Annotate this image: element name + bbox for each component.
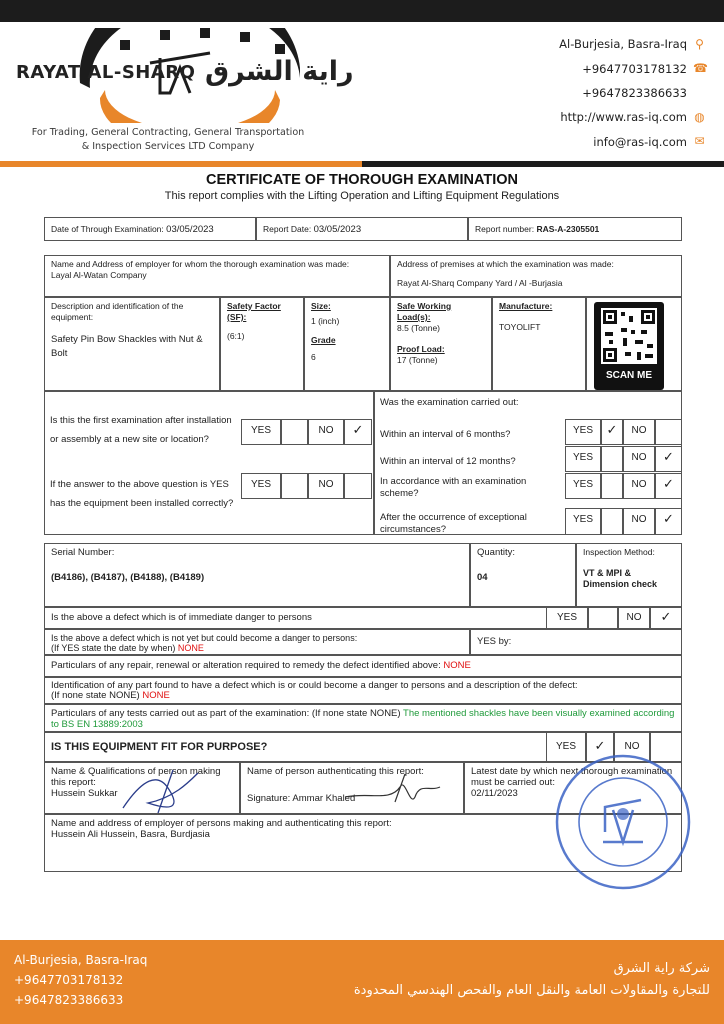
company-stamp-icon	[553, 752, 693, 892]
manufacture-value: TOYOLIFT	[499, 322, 541, 332]
i2-no-checkmark: ✓	[663, 449, 674, 464]
equipment-desc-cell	[44, 297, 220, 391]
i2-no[interactable]: NO	[623, 446, 655, 472]
part-defect-label: Identification of any part found to have a defect which is or could become a danger to persons and a description of the defect:	[51, 680, 578, 691]
report-date-value: 03/05/2023	[313, 224, 362, 235]
part-defect-hint: (If none state NONE)	[51, 690, 140, 701]
interval-12-months: Within an interval of 12 months?	[380, 456, 516, 467]
exceptional-circumstances: After the occurrence of exceptional circumstances?	[380, 512, 527, 535]
defect-future-label: Is the above a defect which is not yet but could become a danger to persons:	[51, 633, 358, 643]
exam-date-value: 03/05/2023	[166, 224, 214, 235]
repair-value: NONE	[443, 660, 471, 671]
load-cell	[390, 297, 492, 391]
report-number-label: Report number:	[475, 224, 535, 234]
installed-correctly-question: If the answer to the above question is YES has the equipment been installed correctly?	[50, 479, 234, 509]
safety-factor-cell	[220, 297, 304, 391]
i1-no-box[interactable]	[655, 419, 682, 445]
tests-label: Particulars of any tests carried out as part of the examination: (If none state NONE)	[51, 708, 401, 719]
contact-website-text[interactable]: http://www.ras-iq.com	[560, 110, 687, 125]
defect-future-cell	[44, 629, 470, 655]
premises-cell	[390, 255, 682, 297]
qr-code-icon	[601, 308, 657, 364]
company-name-ar: راية الشرق	[205, 56, 354, 87]
certificate-title: CERTIFICATE OF THOROUGH EXAMINATION	[205, 172, 518, 188]
safety-factor-value: (6:1)	[227, 331, 245, 341]
i1-yes-checkmark: ✓	[606, 422, 618, 437]
size-grade-cell	[304, 297, 390, 391]
mail-icon: ✉	[694, 134, 705, 149]
contact-phone-2-text: +9647823386633	[582, 85, 687, 100]
footer-phone-2: +9647823386633	[14, 993, 124, 1007]
header-contacts	[486, 32, 706, 154]
grade-value: 6	[311, 352, 316, 362]
exam-date-label: Date of Through Examination:	[51, 224, 164, 234]
i1-no[interactable]: NO	[623, 419, 655, 445]
fit-yes-checkmark: ✓	[594, 738, 606, 753]
next-exam-value: 02/11/2023	[471, 788, 518, 799]
contact-email[interactable]	[486, 130, 706, 154]
defect-no[interactable]: NO	[618, 607, 650, 629]
phone-spacer	[693, 86, 706, 99]
swl-label: Safe Working Load(s):	[397, 301, 452, 322]
certificate-subtitle: This report complies with the Lifting Operation and Lifting Equipment Regulations	[164, 190, 560, 202]
tests-value: The mentioned shackles have been visually examined according to BS EN 13889:2003	[51, 708, 675, 730]
footer-company-ar-desc: للتجارة والمقاولات العامة والنقل العام والفحص الهندسي المحدودة	[353, 983, 710, 998]
i4-no[interactable]: NO	[623, 508, 655, 535]
authenticator-value: Signature: Ammar Khaled	[247, 793, 356, 804]
inspection-method-value: VT & MPI & Dimension check	[583, 568, 658, 589]
report-date-cell	[256, 217, 468, 241]
report-maker-value: Hussein Sukkar	[51, 788, 118, 799]
serial-cell	[44, 543, 470, 607]
company-tagline	[18, 126, 318, 154]
q1-no[interactable]: NO	[308, 419, 344, 445]
defect-future-hint: (If YES state the date by when)	[51, 643, 176, 653]
size-label: Size:	[311, 301, 331, 311]
safety-factor-label: Safety Factor (SF):	[227, 301, 281, 322]
signature-2-icon	[340, 772, 450, 812]
q2-no-box[interactable]	[344, 473, 372, 499]
i3-yes[interactable]: YES	[565, 473, 601, 499]
size-value: 1 (inch)	[311, 316, 340, 326]
authenticator-label: Name of person authenticating this report:	[247, 766, 424, 777]
contact-address-text: Al-Burjesia, Basra-Iraq	[559, 37, 687, 52]
q1-yes[interactable]: YES	[241, 419, 281, 445]
globe-icon: ◍	[694, 109, 705, 124]
footer-phone-1: +9647703178132	[14, 973, 124, 987]
proof-load-label: Proof Load:	[397, 344, 445, 354]
defect-no-checkmark: ✓	[660, 609, 672, 624]
serial-label: Serial Number:	[51, 547, 115, 558]
i2-yes-box[interactable]	[601, 446, 623, 472]
header-divider	[0, 161, 724, 167]
manufacture-cell	[492, 297, 586, 391]
q2-yes-box[interactable]	[281, 473, 308, 499]
report-date-label: Report Date:	[263, 224, 312, 234]
i3-no[interactable]: NO	[623, 473, 655, 499]
equipment-desc-value: Safety Pin Bow Shackles with Nut & Bolt	[51, 334, 203, 359]
exam-date-cell	[44, 217, 256, 241]
i4-no-checkmark: ✓	[663, 511, 674, 526]
defect-immediate-label: Is the above a defect which is of immediate danger to persons	[51, 612, 312, 623]
contact-phone-1	[486, 56, 706, 80]
company-name-en: RAYAT AL-SHARQ	[16, 62, 196, 83]
employer-of-persons-value: Hussein Ali Hussein, Basra, Burdjasia	[51, 829, 210, 840]
part-defect-cell	[44, 677, 682, 704]
i2-yes[interactable]: YES	[565, 446, 601, 472]
grade-label: Grade	[311, 335, 336, 345]
part-defect-value: NONE	[142, 690, 170, 701]
equipment-desc-label: Description and identification of the equipment:	[51, 301, 184, 322]
report-maker-label: Name & Qualifications of person making this report:	[51, 766, 221, 788]
contact-email-text[interactable]: info@ras-iq.com	[593, 134, 687, 149]
footer-address: Al-Burjesia, Basra-Iraq	[14, 953, 148, 967]
next-exam-label: Latest date by which next thorough examination must be carried out:	[471, 766, 673, 788]
quantity-label: Quantity:	[477, 547, 516, 558]
first-exam-question: Is this the first examination after installation or assembly at a new site or location?	[50, 415, 232, 445]
interval-label: Was the examination carried out:	[380, 397, 519, 408]
i4-yes[interactable]: YES	[565, 508, 601, 535]
tagline-line-2: & Inspection Services LTD Company	[81, 141, 255, 152]
footer-company-ar-name: شركة راية الشرق	[613, 961, 710, 976]
contact-website[interactable]	[486, 105, 706, 129]
contact-address	[486, 32, 706, 56]
premises-label: Address of premises at which the examination was made:	[397, 259, 614, 269]
interval-6-months: Within an interval of 6 months?	[380, 429, 511, 440]
signature-1-icon	[118, 768, 208, 818]
scan-me-label: SCAN ME	[605, 370, 653, 381]
q2-no[interactable]: NO	[308, 473, 344, 499]
repair-cell	[44, 655, 682, 677]
quantity-cell	[470, 543, 576, 607]
employer-label: Name and Address of employer for whom the thorough examination was made:	[51, 259, 350, 269]
defect-yes-box[interactable]	[588, 607, 618, 629]
employer-cell	[44, 255, 390, 297]
tests-cell	[44, 704, 682, 732]
q2-yes[interactable]: YES	[241, 473, 281, 499]
tagline-line-1: For Trading, General Contracting, General Transportation	[31, 127, 305, 138]
i3-no-checkmark: ✓	[663, 476, 674, 491]
contact-phone-2	[486, 81, 706, 105]
inspection-method-label: Inspection Method:	[583, 547, 655, 557]
report-number-cell	[468, 217, 682, 241]
serial-value: (B4186), (B4187), (B4188), (B4189)	[51, 572, 205, 583]
top-bar	[0, 0, 724, 22]
i3-yes-box[interactable]	[601, 473, 623, 499]
report-number-value: RAS-A-2305501	[536, 224, 600, 234]
employer-of-persons-label: Name and address of employer of persons making and authenticating this report:	[51, 818, 392, 829]
employer-value: Layal Al-Watan Company	[51, 270, 147, 280]
premises-value: Rayat Al-Sharq Company Yard / Al -Burjasia	[397, 278, 563, 288]
qr-code[interactable]	[594, 302, 664, 390]
swl-value: 8.5 (Tonne)	[397, 323, 440, 333]
location-pin-icon: ⚲	[695, 36, 704, 51]
q1-no-checkmark: ✓	[352, 422, 364, 437]
defect-future-value: NONE	[177, 643, 204, 653]
inspection-method-cell	[576, 543, 682, 607]
fit-label: IS THIS EQUIPMENT FIT FOR PURPOSE?	[51, 741, 268, 753]
manufacture-label: Manufacture:	[499, 301, 553, 311]
examination-scheme: In accordance with an examination scheme?	[380, 476, 527, 499]
i4-yes-box[interactable]	[601, 508, 623, 535]
proof-load-value: 17 (Tonne)	[397, 355, 438, 365]
q1-yes-box[interactable]	[281, 419, 308, 445]
fit-yes[interactable]: YES	[546, 732, 586, 762]
i1-yes[interactable]: YES	[565, 419, 601, 445]
defect-yes[interactable]: YES	[546, 607, 588, 629]
fit-no[interactable]: NO	[614, 732, 650, 762]
quantity-value: 04	[477, 572, 488, 583]
footer-company-ar	[354, 958, 710, 1002]
repair-label: Particulars of any repair, renewal or alteration required to remedy the defect identified above:	[51, 660, 441, 671]
footer-contacts-en	[14, 950, 147, 1010]
contact-phone-1-text: +9647703178132	[582, 61, 687, 76]
phone-icon: ☎	[693, 61, 708, 76]
yes-by-cell: YES by:	[470, 629, 682, 655]
